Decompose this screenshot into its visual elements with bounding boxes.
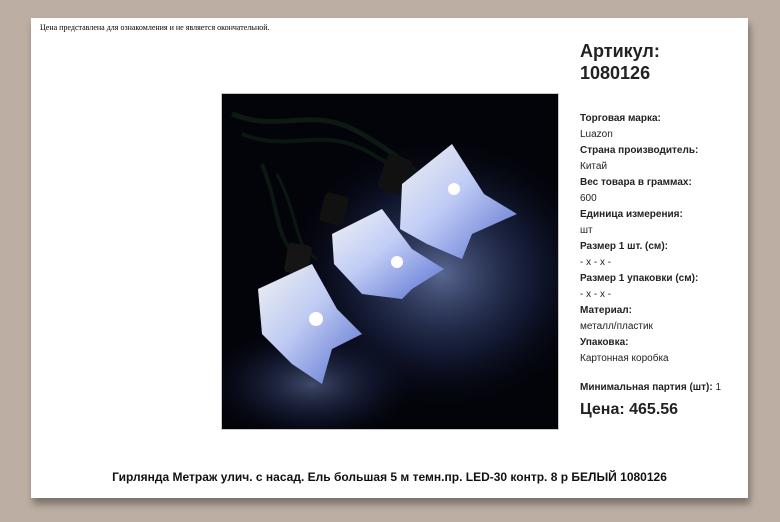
min-lot-value: 1 xyxy=(715,382,722,393)
spec-label-package-size: Размер 1 упаковки (см): xyxy=(580,273,699,284)
spec-label-packaging: Упаковка: xyxy=(580,337,629,348)
price-label: Цена: xyxy=(580,401,625,418)
product-title: Гирлянда Метраж улич. с насад. Ель большая 5 м темн.пр. LED-30 контр. 8 р БЕЛЫЙ 1080126 xyxy=(112,470,667,484)
product-sheet xyxy=(31,18,748,498)
spec-value-package-size: - x - x - xyxy=(580,289,612,300)
spec-value-material: металл/пластик xyxy=(580,321,653,332)
article-number: 1080126 xyxy=(580,63,651,83)
price-value: 465.56 xyxy=(629,401,679,418)
spec-value-country: Китай xyxy=(580,161,608,172)
spec-value-packaging: Картонная коробка xyxy=(580,353,669,364)
article-label: Артикул: xyxy=(580,41,660,61)
spec-label-brand: Торговая марка: xyxy=(580,113,661,124)
spec-value-item-size: - x - x - xyxy=(580,257,612,268)
min-lot-label: Минимальная партия (шт): xyxy=(580,382,713,393)
spec-label-material: Материал: xyxy=(580,305,632,316)
price-disclaimer: Цена представлена для ознакомления и не является окончательной. xyxy=(40,23,270,32)
spec-label-country: Страна производитель: xyxy=(580,145,699,156)
spec-value-weight: 600 xyxy=(580,193,597,204)
product-photo xyxy=(221,93,559,430)
article-heading xyxy=(580,40,740,84)
spec-value-brand: Luazon xyxy=(580,129,613,140)
price xyxy=(580,401,678,419)
spec-label-unit: Единица измерения: xyxy=(580,209,683,220)
spec-label-item-size: Размер 1 шт. (см): xyxy=(580,241,668,252)
min-lot xyxy=(580,382,721,393)
spec-label-weight: Вес товара в граммах: xyxy=(580,177,692,188)
spec-list xyxy=(580,111,745,367)
spec-value-unit: шт xyxy=(580,225,593,236)
